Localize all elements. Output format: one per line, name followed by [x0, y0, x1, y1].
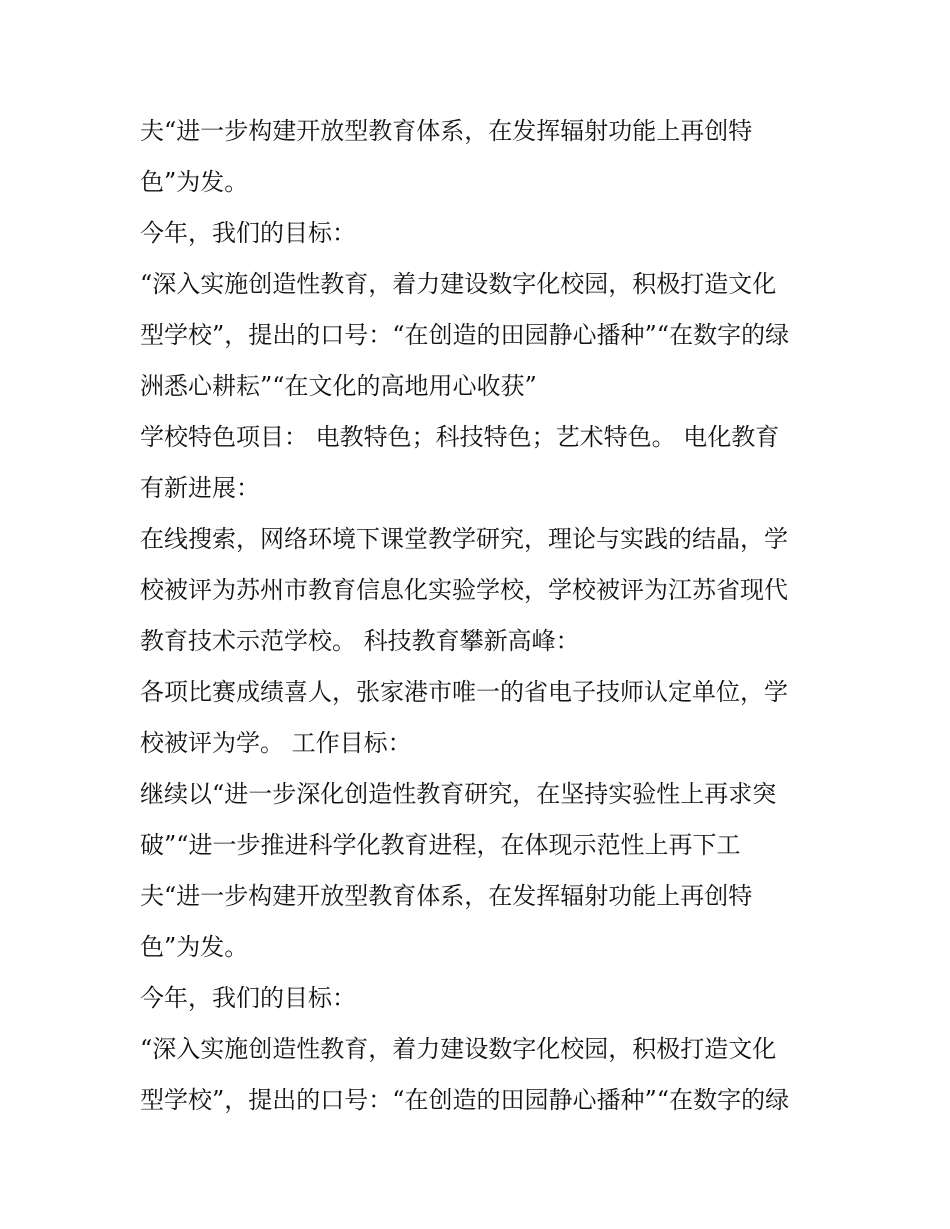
text-line: 今年，我们的目标：: [140, 984, 356, 1012]
text-line: 型学校”，提出的口号：“在创造的田园静心播种”“在数字的绿: [140, 1086, 790, 1114]
text-line: 有新进展：: [140, 474, 260, 502]
text-line: 色”为发。: [140, 933, 249, 961]
text-line: 教育技术示范学校。 科技教育攀新高峰：: [140, 627, 580, 655]
text-line: 在线搜索，网络环境下课堂教学研究，理论与实践的结晶，学: [140, 525, 788, 553]
text-line: 各项比赛成绩喜人，张家港市唯一的省电子技师认定单位，学: [140, 678, 788, 706]
text-line: 校被评为学。 工作目标：: [140, 729, 412, 757]
text-line: 型学校”，提出的口号：“在创造的田园静心播种”“在数字的绿: [140, 321, 790, 349]
text-line: 继续以“进一步深化创造性教育研究，在坚持实验性上再求突: [140, 780, 777, 808]
text-line: 今年，我们的目标：: [140, 219, 356, 247]
text-line: 破”“进一步推进科学化教育进程，在体现示范性上再下工: [140, 831, 741, 859]
document-body: [140, 106, 830, 1126]
text-line: 学校特色项目： 电教特色；科技特色；艺术特色。 电化教育: [140, 423, 780, 451]
text-line: 校被评为苏州市教育信息化实验学校，学校被评为江苏省现代: [140, 576, 788, 604]
text-line: “深入实施创造性教育，着力建设数字化校园，积极打造文化: [140, 1035, 777, 1063]
text-line: “深入实施创造性教育，着力建设数字化校园，积极打造文化: [140, 270, 777, 298]
text-line: 色”为发。: [140, 168, 249, 196]
text-line: 洲悉心耕耘”“在文化的高地用心收获”: [140, 372, 537, 400]
text-line: 夫“进一步构建开放型教育体系，在发挥辐射功能上再创特: [140, 882, 753, 910]
text-line: 夫“进一步构建开放型教育体系，在发挥辐射功能上再创特: [140, 117, 753, 145]
